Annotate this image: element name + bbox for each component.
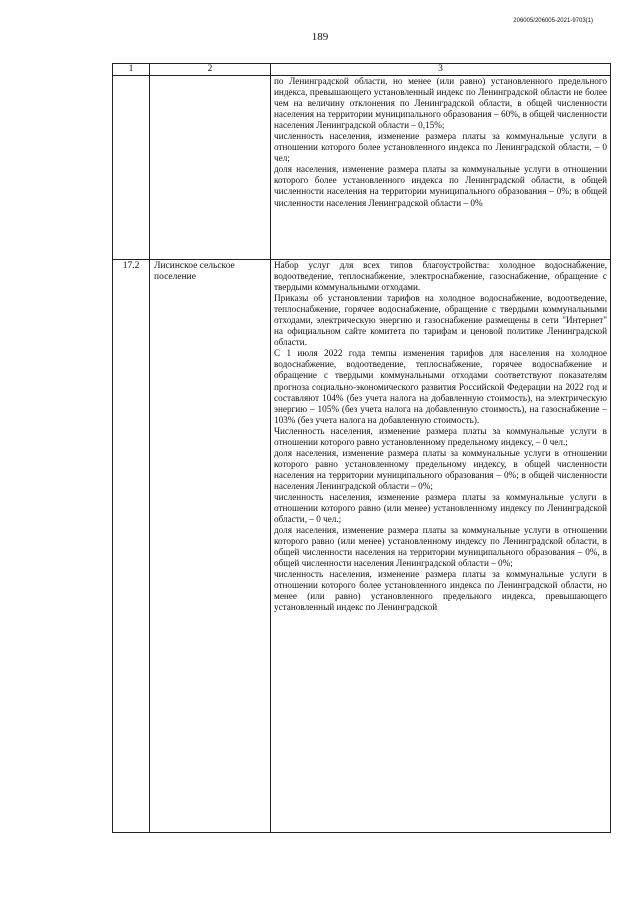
row-number-cell bbox=[113, 260, 150, 833]
row-description-cell bbox=[271, 260, 611, 833]
column-header-3: 3 bbox=[271, 64, 611, 76]
paragraph: по Ленинградской области, но менее (или равно) установленного предельного индекса, превышающего установленный индекс по Ленинградской области не более чем на величину отклонения по Ленинградской области, в общей численности населения на территории муниципального образования – 60%, в общей численности населения Ленинградской области – 0,15%; bbox=[274, 76, 607, 131]
paragraph: доля населения, изменение размера платы за коммунальные услуги в отношении которого равно (или менее) установленному индексу по Ленинградской области, в общей численности населения на территории муниципального образования – 0%, в общей численности населения Ленинградской области – 0%; bbox=[274, 525, 607, 569]
table-row-17-2 bbox=[113, 260, 611, 833]
document-code: 206005/206005-2021-9703(1) bbox=[513, 18, 593, 24]
paragraph: доля населения, изменение размера платы за коммунальные услуги в отношении которого более установленного индекса по Ленинградской области, в общей численности населения на территории муниципального образования – 0%; в общей численности населения Ленинградской области – 0% bbox=[274, 164, 607, 208]
row-number-cell bbox=[113, 76, 150, 260]
table-header-row bbox=[113, 64, 611, 76]
paragraph: численность населения, изменение размера платы за коммунальные услуги в отношении которого более установленного индекса по Ленинградской области, но менее (или равно) установленного предельного индекса, превышающего установленный индекс по Ленинградской bbox=[274, 569, 607, 613]
row-name-cell bbox=[150, 260, 271, 833]
paragraph: Приказы об установлении тарифов на холодное водоснабжение, водоотведение, теплоснабжение, горячее водоснабжение, обращение с твердыми коммунальными отходами, электрическую энергию и газоснабжение размещены в сети "Интернет" на официальном сайте комитета по тарифам и ценовой политике Ленинградской области. bbox=[274, 293, 607, 348]
paragraph: Набор услуг для всех типов благоустройства: холодное водоснабжение, водоотведение, теплоснабжение, электроснабжение, газоснабжение, обращение с твердыми коммунальными отходами. bbox=[274, 260, 607, 293]
column-header-1: 1 bbox=[113, 64, 150, 76]
page-number: 189 bbox=[311, 31, 329, 43]
settlement-name: Лисинское сельское поселение bbox=[154, 261, 235, 282]
paragraph: численность населения, изменение размера платы за коммунальные услуги в отношении которого более установленного индекса по Ленинградской области, – 0 чел; bbox=[274, 131, 607, 164]
paragraph: Численность населения, изменение размера платы за коммунальные услуги в отношении которого равно установленному предельному индексу, – 0 чел.; bbox=[274, 425, 607, 447]
row-number: 17.2 bbox=[122, 261, 140, 271]
row-description-cell bbox=[271, 76, 611, 260]
row-name-cell bbox=[150, 76, 271, 260]
document-table bbox=[112, 63, 611, 833]
paragraph: С 1 июля 2022 года темпы изменения тарифов для населения на холодное водоснабжение, водоотведение, теплоснабжение, горячее водоснабжение и обращение с твердыми коммунальными отходами соответствуют показателям прогноза социально-экономического развития Российской Федерации на 2022 год и составляют 104% (без учета налога на добавленную стоимость), на электрическую энергию – 105% (без учета налога на добавленную стоимость), на газоснабжение – 103% (без учета налога на добавленную стоимость). bbox=[274, 348, 607, 425]
paragraph: численность населения, изменение размера платы за коммунальные услуги в отношении которого равно (или менее) установленному индексу по Ленинградской области, – 0 чел.; bbox=[274, 491, 607, 525]
column-header-2: 2 bbox=[150, 64, 271, 76]
paragraph: доля населения, изменение размера платы за коммунальные услуги в отношении которого равно установленному предельному индексу, в общей численности населения на территории муниципального образования – 0%; в общей численности населения Ленинградской области – 0%; bbox=[274, 447, 607, 491]
table-row-continued bbox=[113, 76, 611, 260]
